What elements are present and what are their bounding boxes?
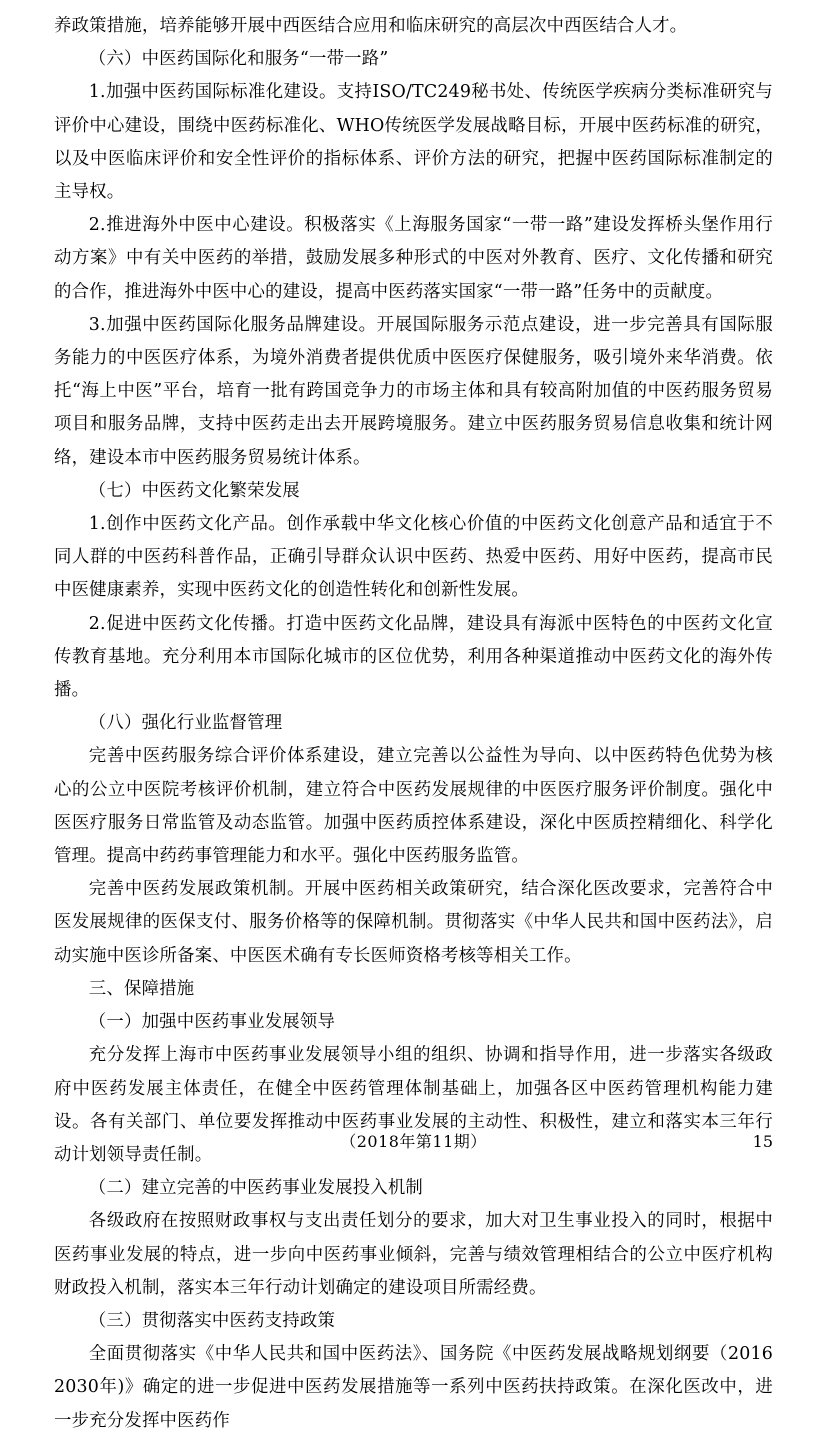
subsection-heading: （二）建立完善的中医药事业发展投入机制 [88, 1178, 424, 1199]
subsection-heading: （六）中医药国际化和服务“一带一路” [88, 49, 389, 70]
paragraph: 各级政府在按照财政事权与支出责任划分的要求，加大对卫生事业投入的同时，根据中医药事业发展的特点，进一步向中医药事业倾斜，完善与绩效管理相结合的公立中医疗机构财政投入机制，落实本三年行动计划确定的建设项目所需经费。 [54, 1211, 773, 1298]
paragraph: 充分发挥上海市中医药事业发展领导小组的组织、协调和指导作用，进一步落实各级政府中医药发展主体责任，在健全中医药管理体制基础上，加强各区中医药管理机构能力建设。各有关部门、单位要发挥推动中医药事业发展的主动性、积极性，建立和落实本三年行动计划领导责任制。 [54, 1045, 773, 1165]
subsection-heading: （一）加强中医药事业发展领导 [88, 1012, 336, 1033]
paragraph: 完善中医药发展政策机制。开展中医药相关政策研究，结合深化医改要求，完善符合中医发展规律的医保支付、服务价格等的保障机制。贯彻落实《中华人民共和国中医药法》，启动实施中医诊所备案、中医医术确有专长医师资格考核等相关工作。 [54, 879, 773, 966]
paragraph: 完善中医药服务综合评价体系建设，建立完善以公益性为导向、以中医药特色优势为核心的公立中医院考核评价机制，建立符合中医药发展规律的中医医疗服务评价制度。强化中医医疗服务日常监管及动态监管。加强中医药质控体系建设，深化中医质控精细化、科学化管理。提高中药药事管理能力和水平。强化中医药服务监管。 [54, 746, 773, 867]
paragraph: 1.加强中医药国际标准化建设。支持ISO/TC249秘书处、传统医学疾病分类标准研究与评价中心建设，围绕中医药标准化、WHO传统医学发展战略目标，开展中医药标准的研究，以及中医临床评价和安全性评价的指标体系、评价方法的研究，把握中医药国际标准制定的主导权。 [54, 82, 773, 203]
paragraph: 3.加强中医药国际化服务品牌建设。开展国际服务示范点建设，进一步完善具有国际服务能力的中医医疗体系，为境外消费者提供优质中医医疗保健服务，吸引境外来华消费。依托“海上中医”平台，培育一批有跨国竞争力的市场主体和具有较高附加值的中医药服务贸易项目和服务品牌，支持中医药走出去开展跨境服务。建立中医药服务贸易信息收集和统计网络，建设本市中医药服务贸易统计体系。 [54, 314, 773, 468]
paragraph: 全面贯彻落实《中华人民共和国中医药法》、国务院《中医药发展战略规划纲要（2016 2030年)》确定的进一步促进中医药发展措施等一系列中医药扶持政策。在深化医改中，进一步充分发挥中医药作 [54, 1344, 791, 1431]
footer-issue: （2018年第11期） [340, 1132, 487, 1151]
paragraph: 1.创作中医药文化产品。创作承载中华文化核心价值的中医药文化创意产品和适宜于不同人群的中医药科普作品，正确引导群众认识中医药、热爱中医药、用好中医药，提高市民中医健康素养，实现中医药文化的创造性转化和创新性发展。 [54, 514, 773, 601]
paragraph: 2.促进中医药文化传播。打造中医药文化品牌，建设具有海派中医特色的中医药文化宣传教育基地。充分利用本市国际化城市的区位优势，利用各种渠道推动中医药文化的海外传播。 [54, 613, 773, 701]
paragraph: 2.推进海外中医中心建设。积极落实《上海服务国家“一带一路”建设发挥桥头堡作用行动方案》中有关中医药的举措，鼓励发展多种形式的中医对外教育、医疗、文化传播和研究的合作，推进海外中医中心的建设，提高中医药落实国家“一带一路”任务中的贡献度。 [54, 215, 773, 302]
section-heading: 三、保障措施 [88, 978, 195, 999]
subsection-heading: （八）强化行业监督管理 [88, 713, 283, 734]
subsection-heading: （三）贯彻落实中医药支持政策 [88, 1310, 336, 1331]
footer-page-number: 15 [752, 1132, 773, 1151]
subsection-heading: （七）中医药文化繁荣发展 [88, 480, 300, 501]
paragraph: 养政策措施，培养能够开展中西医结合应用和临床研究的高层次中西医结合人才。 [54, 16, 688, 36]
document-body [54, 10, 791, 1438]
page-footer [0, 1130, 827, 1154]
